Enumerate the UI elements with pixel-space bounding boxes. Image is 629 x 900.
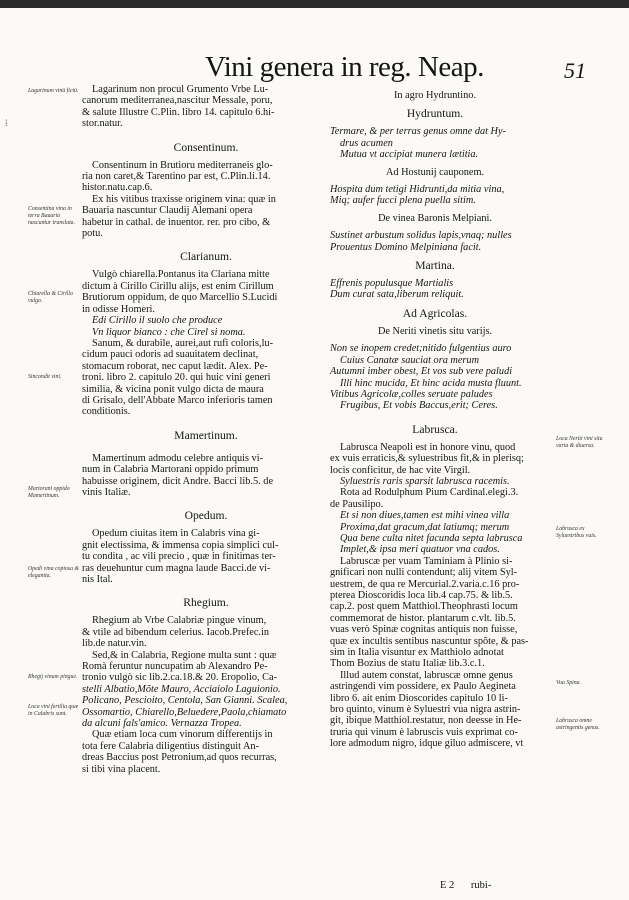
text-line: quæ ex incultis sentibus nascuntur spõte, & pas-	[330, 635, 529, 647]
text-line: Frugibus, Et vobis Baccus,erit; Ceres.	[340, 400, 498, 412]
text-line: gnificari non nulli contendunt; alij vitem Syl-	[330, 567, 518, 579]
text-line: Illi hinc mucida, Et hinc acida musta fluunt.	[340, 377, 522, 389]
text-line: sim in Italia visuntur ex Matthiolo adnotat	[330, 647, 504, 659]
text-line: in odisse Homeri.	[82, 303, 155, 315]
text-line: num in Calabria Martorani oppido primum	[82, 464, 259, 476]
text-line: uestrem, de qua re Mercurial.2.varia.c.16 pro-	[330, 578, 520, 590]
text-line: Romà feruntur nuncupatim ab Alexandro Pe-	[82, 661, 268, 673]
spacer	[82, 130, 330, 141]
text-line: Implet,& ipsa meri quatuor vna cados.	[340, 544, 500, 556]
text-line: Quæ etiam loca cum vinorum differentijs in	[92, 729, 273, 741]
section-heading: Mamertinum.	[174, 428, 238, 442]
text-line: Qua bene culta nitet facunda septa labrusca	[340, 532, 523, 544]
text-line: habuisse originem, dicit Andre. Bacci lib.5. de	[82, 475, 274, 487]
text-line: Prouentus Domino Melpiniana facit.	[330, 241, 482, 253]
text-line: Vulgò chiarella.Pontanus ita Clariana mitte	[92, 269, 270, 281]
section-heading: Ad Agricolas.	[402, 306, 468, 320]
margin-note-sincondit: Sincondit vini.	[28, 374, 62, 380]
text-line: Mutua vt accipiat munera lætitia.	[340, 149, 479, 161]
text-line: Dum curat sata,liberum reliquit.	[330, 289, 464, 301]
spacer	[82, 585, 330, 596]
text-line: bro quinto, vinum è Syluestri vua nigra astrin-	[330, 704, 521, 716]
text-line: drus acumen	[340, 137, 393, 149]
page-number: 51	[564, 58, 586, 83]
text-line: Consentinum in Brutioru mediterraneis glo-	[92, 159, 273, 171]
spacer	[330, 412, 540, 423]
text-line: stor.natur.	[82, 118, 123, 130]
text-line: libro 6. ait enim Dioscorides capitulo 10 li-	[330, 692, 508, 704]
text-line: vinis Italiæ.	[82, 486, 131, 498]
text-line: Sanum, & durabile, aurei,aut rufi coloris,lu-	[92, 337, 274, 349]
text-line: Policano, Pescioito, Centola, San Gianni. Scalea,	[82, 695, 288, 707]
text-line: astringendi vim possidere, ex Paulo Aegineta	[330, 681, 516, 693]
section-heading: Labrusca.	[412, 422, 458, 436]
right-text-column	[330, 84, 540, 750]
text-line: Illud autem constat, labruscæ omne genus	[340, 669, 513, 681]
text-line: conditionis.	[82, 406, 131, 418]
spacer	[82, 442, 330, 453]
text-line: Vitibus Agricolæ,colles seruate paludes	[330, 388, 493, 400]
text-line: Et si non diues,tamen est mihi vinea villa	[340, 510, 510, 522]
text-line: Labruscæ per vuam Taminiam à Plinio si-	[340, 555, 513, 567]
text-line: git, ibique Matthiol.restatur, non deesse in He-	[330, 715, 522, 727]
text-line: Edi Cirillo il suolo che produce	[92, 315, 223, 327]
text-line: si tibi vina placent.	[82, 763, 161, 775]
text-line: cidum pauci odoris ad suauitatem declinat,	[82, 349, 259, 361]
text-line: truria qui vinum è labruscis vuis exprimat co-	[330, 726, 518, 738]
text-line: canorum mediterranea,nascitur Messale, poru,	[82, 95, 273, 107]
text-line: dictum à Cirillo Cirillu alijs, est enim Cirillum	[82, 280, 274, 292]
text-line: cap.2. post quem Matthiol.Theophrasti locum	[330, 601, 518, 613]
stray-mark-ornament: ⁞	[5, 118, 8, 128]
text-line: In agro Hydruntino.	[393, 90, 477, 101]
text-line: troni. libro 2. capitulo 20. qui huic vini generi	[82, 372, 271, 384]
text-line: Termare, & per terras genus omne dat Hy-	[330, 126, 506, 138]
text-line: tu condita , ac vili precio , quæ in finitimas ter-	[82, 551, 276, 563]
section-heading: Rhegium.	[183, 596, 229, 610]
text-line: pterea Dioscoridis loca lib.4 cap.75. & lib.5.	[330, 590, 513, 601]
spacer	[82, 418, 330, 429]
text-line: dreas Baccius post Petronium,ad quos recurras,	[82, 752, 277, 764]
margin-note-loca-vini: Loca vini fertilia quæ in Calabris sunt.	[28, 704, 79, 717]
text-line: habetur in cathal. de inuentor. rer. pro cibo, &	[82, 216, 271, 228]
text-line: stomacum roborat, nec caput lædit. Alex. Pe-	[82, 360, 268, 372]
text-line: da alcuni fals'amico. Vernazza Tropea.	[82, 718, 242, 730]
text-line: Rota ad Rodulphum Pium Cardinal.elegi.3.	[340, 487, 519, 499]
text-line: Brutiorum oppidum, de quo Marcellio S.Lucidi	[82, 292, 278, 304]
dark-top-edge	[0, 0, 629, 8]
text-line: de Pausilipo.	[330, 498, 384, 510]
text-line: Rhegium ab Vrbe Calabriæ pingue vinum,	[92, 615, 267, 627]
spacer	[82, 498, 330, 509]
text-line: lib.de natur.vin.	[82, 638, 147, 650]
text-line: & vtile ad bibendum celerius. Iacob.Prefec.in	[82, 626, 269, 638]
text-line: Ad Hostunij cauponem.	[385, 166, 485, 178]
section-heading: Hydruntum.	[406, 107, 464, 121]
page-footer	[440, 880, 505, 891]
text-line: De vinea Baronis Melpiani.	[378, 212, 492, 224]
text-line: Cuius Canatæ sauciat ora merum	[340, 354, 480, 366]
text-line: commemorat de histor. plantarum c.vlt. lib.5.	[330, 612, 516, 624]
margin-note-neriti: Loca Neriti vini situ varia & diuersa.	[556, 436, 603, 449]
text-line: stelli Albatio,Mõte Mauro, Acciaiolo Laguionio.	[82, 683, 281, 695]
text-line: Sustinet arbustum solidus lapis,vnaq; nulles	[330, 230, 512, 242]
text-line: potu.	[82, 228, 103, 240]
text-line: Mamertinum admodu celebre antiquis vi-	[92, 452, 263, 464]
text-line: De Neriti vinetis situ varijs.	[377, 325, 493, 337]
section-heading: Clarianum.	[180, 250, 232, 264]
signature-mark: E 2	[440, 880, 455, 891]
text-line: Autumni imber obest, Et vos sub vere paludi	[330, 366, 513, 378]
text-line: Labrusca Neapoli est in honore vinu, quod	[340, 441, 516, 453]
text-line: & salute Illustre C.Plin. libro 14. capitulo 6.hi-	[82, 106, 275, 118]
text-line: Ossomartio, Chiarello,Beluedere,Paola,chiamato	[82, 706, 287, 718]
margin-note-rhegium: Rhegij vinum pingue.	[28, 674, 78, 680]
text-line: Miq; aufer fucci plena puella sitim.	[330, 195, 476, 207]
margin-note-vua-spina: Vua Spina.	[556, 680, 582, 686]
text-line: Effrenis populusque Martialis	[330, 278, 454, 290]
text-line: lore admodum nigro, idque giluo admiscere, vt	[330, 738, 524, 750]
text-line: similia, & vicina ponit vulgo dicta de maura	[82, 383, 264, 395]
text-line: Opedum ciuitas item in Calabris vina gi-	[92, 528, 260, 540]
text-line: ras deuehuntur cum magna laude Bacci.de vi-	[82, 562, 271, 574]
text-line: Thom Bozius de statu Italiæ lib.3.c.1.	[330, 658, 485, 670]
spacer	[82, 239, 330, 250]
margin-note-consentina: Consentina vina in terra Bauaria nascuntur translata.	[28, 206, 76, 226]
text-line: vuas verò Spinæ cognitas antiquis non fuisse,	[330, 624, 518, 636]
margin-note-labrusca-syluestris: Labrusca ex Syluestribus vuis.	[556, 526, 597, 539]
text-line: Proxima,dat gracum,dat latiumq; merum	[340, 521, 510, 533]
margin-note-martorani: Martorani oppido Mamertinum.	[28, 486, 70, 499]
catchword: rubi-	[470, 880, 492, 891]
margin-note-opedum: Opedi vina copiosa & elegantia.	[28, 566, 80, 579]
text-line: Syluestris raris sparsit labrusca racemis.	[340, 475, 510, 487]
text-line: Vn liquor bianco : che Cirel si noma.	[92, 326, 246, 338]
section-heading: Consentinum.	[173, 140, 239, 154]
text-line: histor.natu.cap.6.	[82, 182, 153, 194]
text-line: ex vuis erraticis,& syluestribus fit,& in plerisq;	[330, 453, 524, 465]
section-heading: Opedum.	[184, 509, 228, 523]
text-line: tota fere Calabria diligentius distinguit An-	[82, 740, 260, 752]
text-line: nis Ital.	[82, 574, 113, 585]
margin-note-chiarella: Chiarella & Cirillo vulgo.	[28, 291, 73, 304]
page-running-title: Vini genera in reg. Neap.	[205, 51, 484, 83]
text-line: Sed,& in Calabria, Regione multa sunt : quæ	[92, 649, 277, 661]
text-line: locis conficitur, de hac vite Virgil.	[330, 464, 471, 476]
text-line: Lagarinum non procul Grumento Vrbe Lu-	[92, 84, 269, 95]
text-line: tronio vulgò sic lib.2.ca.18.& 20. Eropolio, Ca-	[82, 672, 278, 684]
margin-note-labrusca-astringens: Labrusca omne astringentis genus.	[556, 718, 600, 731]
text-line: Hospita dum tetigi Hidrunti,da mitia vina,	[330, 184, 505, 196]
section-heading: Martina.	[415, 259, 455, 273]
text-line: di Grisalo, dell'Abbate Marco inferioris tamen	[82, 394, 273, 406]
text-line: Ex his vitibus traxisse originem vina: quæ in	[92, 193, 276, 205]
text-line: ria non caret,& Tarentino par est, C.Plin.li.14.	[82, 171, 271, 183]
left-text-column	[82, 84, 330, 775]
text-line: gnit electissima, & immensa copia simplici cul-	[82, 539, 279, 551]
margin-note-lagarinum: Lagarinum vinū fictū.	[28, 88, 79, 94]
text-line: Non se inopem credet;nitido fulgentius auro	[330, 343, 512, 355]
text-line: Bauaria nascuntur Claudij Alemani opera	[82, 205, 253, 217]
